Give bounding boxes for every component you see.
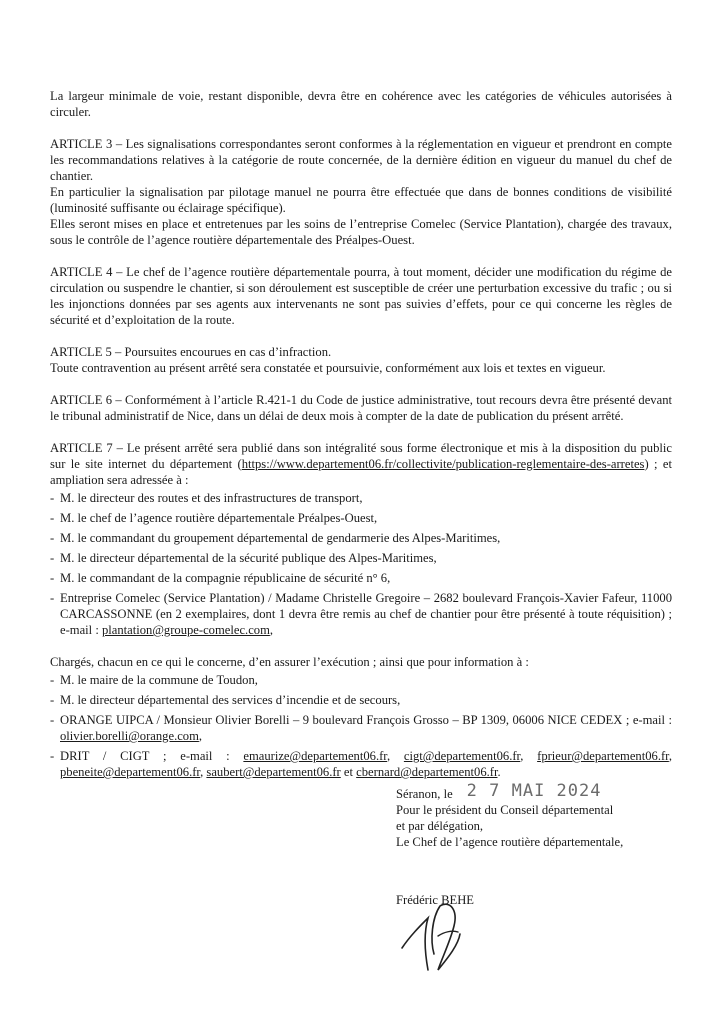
list-item: - DRIT / CIGT ; e-mail : emaurize@departement06.fr, cigt@departement06.fr, fprieur@departement06.fr, pbeneite@departement06.fr, saubert@departement06.fr et cbernard@departement06.fr. [50,748,672,780]
orange-text: ORANGE UIPCA / Monsieur Olivier Borelli – 9 boulevard François Grosso – BP 1309, 06006 NICE CEDEX ; e-mail : [60,713,672,727]
article-6: ARTICLE 6 – Conformément à l’article R.421-1 du Code de justice administrative, tout recours devra être présenté devant le tribunal administratif de Nice, dans un délai de deux mois à compter de la date de publication du présent arrêté. [50,393,672,423]
article-4: ARTICLE 4 – Le chef de l’agence routière départementale pourra, à tout moment, décider une modification du régime de circulation ou suspendre le chantier, si son déroulement est susceptible de créer une perturbation excessive du trafic ; ou si les injonctions données par ses agents aux intervenants ne sont pas suivies d’effets, pour ce qui concerne les règles de sécurité et d’exploitation de la route. [50,265,672,327]
email-link[interactable]: saubert@departement06.fr [206,765,341,779]
list-item: - M. le chef de l’agence routière départementale Préalpes-Ouest, [50,510,672,526]
comelec-email-link[interactable]: plantation@groupe-comelec.com [101,623,270,637]
article-5-title: ARTICLE 5 – Poursuites encourues en cas d’infraction. [50,345,332,359]
recipients-list [50,490,672,638]
punctuation: . [497,765,501,779]
article-3-p2: En particulier la signalisation par pilotage manuel ne pourra être effectuée que dans de bonnes conditions de visibilité (luminosité suffisante ou éclairage spécifique). [50,185,672,215]
conjunction: et [340,765,357,779]
information-list [50,672,672,780]
list-item: - ORANGE UIPCA / Monsieur Olivier Borelli – 9 boulevard François Grosso – BP 1309, 06006 NICE CEDEX ; e-mail : olivier.borelli@orange.com, [50,712,672,744]
signatory-line-2: et par délégation, [396,819,484,833]
drit-text: DRIT / CIGT ; e-mail : [60,749,244,763]
article-3-p1: ARTICLE 3 – Les signalisations correspondantes seront conformes à la réglementation en vigueur et prendront en compte les recommandations relatives à la catégorie de route concernée, de la dernière édition en vigueur du manuel du chef de chantier. [50,137,672,183]
email-link[interactable]: pbeneite@departement06.fr [60,765,201,779]
list-item: - M. le commandant de la compagnie républicaine de sécurité n° 6, [50,570,672,586]
list-item: - M. le directeur départemental de la sécurité publique des Alpes-Maritimes, [50,550,672,566]
comelec-text: Entreprise Comelec (Service Plantation) / Madame Christelle Gregoire – 2682 boulevard François-Xavier Fafeur, 11000 CARCASSONNE (en 2 exemplaires, dont 1 devra être remis au chef de chantier pour être présenté à toute réquisition) ; e-mail : [60,591,672,637]
list-item: - M. le maire de la commune de Toudon, [50,672,672,688]
orange-email-link[interactable]: olivier.borelli@orange.com [60,729,199,743]
handwritten-signature [398,896,478,976]
article-7 [50,440,672,488]
place-date [396,781,696,802]
publication-link[interactable]: https://www.departement06.fr/collectivite/publication-reglementaire-des-arretes [241,457,645,471]
article-3-p3: Elles seront mises en place et entretenues par les soins de l’entreprise Comelec (Service Plantation), chargée des travaux, sous le contrôle de l’agence routière départementale des Préalpes-Ouest. [50,217,672,247]
signature-block [396,781,696,908]
list-item: - M. le commandant du groupement départemental de gendarmerie des Alpes-Maritimes, [50,530,672,546]
intro-paragraph: La largeur minimale de voie, restant disponible, devra être en cohérence avec les catégories de véhicules autorisées à circuler. [50,89,672,119]
email-link[interactable]: cigt@departement06.fr [403,749,521,763]
list-item: - M. le directeur départemental des services d’incendie et de secours, [50,692,672,708]
document-body [50,88,672,796]
email-link[interactable]: cbernard@departement06.fr [356,765,498,779]
article-7-tail: ) ; et ampliation sera adressée à : [50,457,672,487]
article-3 [50,136,672,248]
signatory-name: Frédéric BEHE [396,893,474,907]
signatory-line-3: Le Chef de l’agence routière départementale, [396,835,624,849]
article-7-lead: ARTICLE 7 – Le présent arrêté sera publié dans son intégralité sous forme électronique et mis à la disposition du public sur le site internet du département ( [50,441,672,471]
list-item: - M. le directeur des routes et des infrastructures de transport, [50,490,672,506]
charges-lead: Chargés, chacun en ce qui le concerne, d’en assurer l’exécution ; ainsi que pour information à : [50,655,529,669]
article-5 [50,344,672,376]
article-5-text: Toute contravention au présent arrêté sera constatée et poursuivie, conformément aux lois et textes en vigueur. [50,361,606,375]
punctuation: , [269,623,274,637]
date-stamp: 2 7 MAI 2024 [466,781,602,801]
place: Séranon, le [396,787,453,801]
email-link[interactable]: fprieur@departement06.fr [537,749,669,763]
email-link[interactable]: emaurize@departement06.fr [243,749,387,763]
signatory-line-1: Pour le président du Conseil départemental [396,803,614,817]
list-item [50,590,672,638]
